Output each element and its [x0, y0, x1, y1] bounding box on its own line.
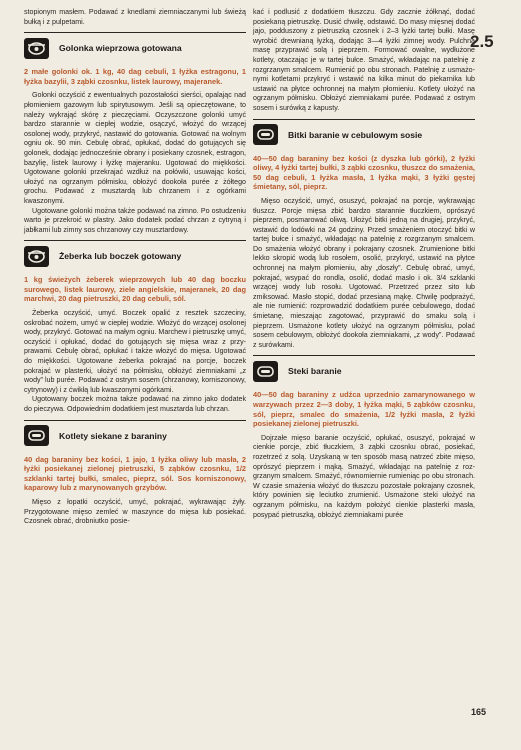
- ingredients-text: 40 dag baraniny bez kości, 1 jajo, 1 łyżka oliwy lub masła, 2 łyżki posiekanej zielonej pietruszki, 5 ząbków czosnku, 1/2 szklanki tartej bułki, smalec, pieprz, sól. Sos korniszonowy, kaparowy lub z marynowanych grzybów.: [24, 454, 246, 493]
- recipe-header: [24, 421, 246, 451]
- pan-icon: [253, 361, 278, 382]
- instructions-paragraph: Dojrzałe mięso baranie oczyścić, opłukać, osuszyć, pokrajać w cienkie porcje, zbić tłuczkiem, 3 ząbki czosnku obrać, posiekać, rozetrzeć z solą. Uzyskaną w ten sposób masą natrzeć zbite mięso, oprószyć pieprzem i mąką. Smażyć, wkładając na patelnię z rozgrzanym smalcem. Smażyć, równomiernie rumieniąc po obu stronach. W czasie smażenia włożyć do tłuszczu pozostałe pokrajany czosnek, który powinien się leciutko zrumienić. Usmażone steki ułożyć na ogrzanym półmisku, na każdym położyć cienkie plasterki masła, posypać pietruszką, obłożyć ziemniakami purée: [253, 433, 475, 519]
- ingredients-text: 2 małe golonki ok. 1 kg, 40 dag cebuli, 1 łyżka estragonu, 1 łyżka bazylii, 3 ząbki czosnku, listek laurowy, majeranek.: [24, 67, 246, 86]
- ingredients-text: 40—50 dag baraniny z udźca uprzednio zamarynowanego w warzywach przez 2—3 doby, 1 łyżka mąki, 5 ząbków czosnku, sól, pieprz, smalec do smażenia, 1/2 łyżki masła, 2 łyżki posiekanej zielonej pietruszki.: [253, 390, 475, 429]
- page-number: 165: [471, 707, 487, 717]
- ingredients-text: 40—50 dag baraniny bez kości (z dyszka lub górki), 2 łyżki oliwy, 4 łyżki tartej bułki, 3 ząbki czosnku, tłuszcz do smażenia, 50 dag cebuli, 1 łyżka masła, 1 łyżka mąki, 3 łyżki gęstej śmietany, sól, pieprz.: [253, 153, 475, 192]
- recipe-header: [253, 356, 475, 386]
- ingredients-text: 1 kg świeżych żeberek wieprzowych lub 40 dag boczku surowego, listek laurowy, ziele angielskie, majeranek, 20 dag marchwi, 20 dag pietruszki, 20 dag cebuli, sól.: [24, 275, 246, 304]
- instructions-paragraph: Mięso z łopatki oczyścić, umyć, pokrajać, wykrawając żyły. Przygotowane mięso zemleć w maszynce do mięsa lub posiekać. Czosnek obrać, drobniutko posie-: [24, 497, 246, 526]
- instructions-paragraph: Ugotowany boczek można także podawać na zimno jako dodatek do pieczywa. Odpowiednim dodatkiem jest musztarda lub chrzan.: [24, 395, 246, 413]
- instructions-paragraph: Ugotowane golonki można także podawać na zimno. Po ostudzeniu warto je przekroić w plastry. Jako dodatek podać chrzan z cytryną i jabłkami lub zimny sos chrzanowy czy musztardowy.: [24, 206, 246, 234]
- pan-icon: [253, 124, 278, 145]
- recipe-header: [24, 241, 246, 271]
- pan-icon: [24, 425, 49, 446]
- instructions-paragraph: Żeberka oczyścić, umyć. Boczek opalić z resztek szczeciny, oskrobać nożem, umyć w ciepłej wodzie. Włożyć do wrzącej osolonej wody, przykryć. Gotować na małym ogniu. Marchew i pietruszkę umyć, oczyścić i opłukać, dodać do gotujących się mięsa wraz z przyprawami. Cebulę obrać, opłukać i także włożyć do mięsa. Ugotować do miękkości. Ugotowane żeberka pokrajać na porcje, boczek pokrajać w plasterki, ułożyć na półmisku, obłożyć ziemniakami „z wody” lub purée. Podawać z ostrym sosem (chrzanowy, korniszonowy, cytrynowy) i z ćwikłą lub kwaszonymi ogórkami.: [24, 309, 246, 394]
- recipe-title: Golonka wieprzowa gotowana: [59, 43, 182, 54]
- pot-icon: [24, 246, 49, 267]
- intro-paragraph: kać i podlusić z dodatkiem tłuszczu. Gdy zacznie żółknąć, dodać posiekaną pietruszkę. Dusić chwilę, odstawić. Do masy mięsnej dodać jajo, podduszony z pietruszką czosnek i 2–3 łyżki tartej bułki. Masę wyrobić drewnianą łyżką, dodając 3—4 łyżki zimnej wody. Pulchną masę przyprawić solą i pieprzem. Formować owalne, wydłużone kotlety, otaczając je w tartej bułce. Smażyć, wkładając na patelnię z rozgrzanym smalcem. Rumienić po obu stronach. Patelnię z usmażonymi kotletami przykryć i wstawić na kilka minut do piekarnika lub ustawić na płytce ochronnej na małym płomieniu. Kotlety ułożyć na ogrzanym półmisku. Obłożyć ziemniakami purée. Podawać z ostrym sosem i surówką z kapusty.: [253, 8, 475, 112]
- chapter-number: 2.5: [470, 32, 494, 51]
- recipe-header: [24, 33, 246, 63]
- pot-icon: [24, 38, 49, 59]
- recipe-title: Steki baranie: [288, 366, 342, 377]
- recipe-title: Żeberka lub boczek gotowany: [59, 251, 182, 262]
- intro-paragraph: stopionym masłem. Podawać z knedlami ziemniaczanymi lub świeżą bułką i z pulpetami.: [24, 8, 246, 26]
- recipe-header: [253, 120, 475, 150]
- right-column: [253, 8, 475, 520]
- left-column: [24, 8, 246, 527]
- recipe-title: Bitki baranie w cebulowym sosie: [288, 129, 423, 140]
- recipe-title: Kotlety siekane z baraniny: [59, 430, 167, 441]
- instructions-paragraph: Mięso oczyścić, umyć, osuszyć, pokrajać na porcje, wykrawając tłuszcz. Porcje mięsa zbić bardzo starannie tłuczkiem, oprószyć pieprzem, posmarować oliwą. Ułożyć bitki jedną na drugiej, przykryć, wstawić do lodówki na 24 godziny. Przed smażeniem otoczyć bitki w tartej bułce i smażyć, wkładając na patelnię z rozgrzanym smalcem. Do smażenia włożyć obrany i pokrajany czosnek. Zrumienione bitki lekko skropić wodą lub rosołem, osolić, przykryć, ustawić na płytce ochronnej na małym płomieniu, aby „doszły”. Cebulę obrać, umyć, pokrajać, wsypać do rondla, osolić, dodać masło i ok. 3/4 szklanki wrzącej wody lub rosołu. Ugotować. Przetrzeć przez sito lub zmiksować. Masło stopić, dodać przesianą mąkę. Chwilę podprażyć, ale nie rumienić: rozprowadzić dodatkiem purée cebulowego, dodać śmietanę, mieszając zagotować, przyprawić do smaku solą i pieprzem. Usmażone kotlety ułożyć na ogrzanym półmisku, polać sosem cebulowym, obłożyć dookoła ziemniakami, „z wody”. Podawać z surówkami.: [253, 196, 475, 349]
- instructions-paragraph: Golonki oczyścić z ewentualnych pozostałości sierści, opalając nad płomieniem gazowym lub spirytusowym. Jeśli są opieczętowane, to należy wykrająć skórę z pieczęciami. Oczyszczone golonki umyć bardzo starannie w ciepłej wodzie, osączyć, włożyć do wrzącej osolonej wody, przykryć, nastawić do gotowania. Gotować na wolnym ogniu ok. 90 min. Cebulę obrać, opłukać, dodać do gotujących się golonek, dodając jednocześnie obrany i posiekany czosnek, estragon, bazylię, listek laurowy i łyżkę majeranku. Ugotować do miękkości. Ugotowane golonki przekrajać wzdłuż na połówki, usuwając kości, ułożyć na ogrzanym półmisku, obłożyć dookoła purée z żółtego grochu. Podawać z musztardą lub chrzanem i z ogórkami kwaszonymi.: [24, 91, 246, 205]
